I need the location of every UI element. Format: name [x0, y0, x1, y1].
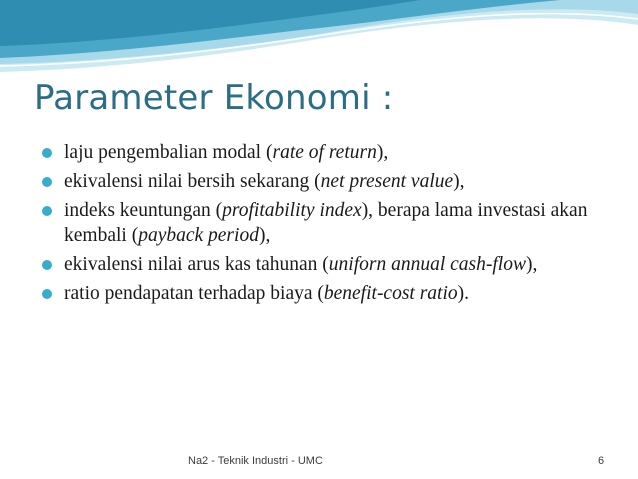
footer-text: Na2 - Teknik Industri - UMC	[188, 455, 323, 467]
bullet-term: profitability index	[222, 200, 362, 221]
bullet-text: ekivalensi nilai bersih sekarang (	[64, 171, 321, 192]
bullet-icon	[42, 260, 52, 270]
bullet-text: ),	[453, 171, 465, 192]
bullet-term: benefit-cost ratio	[323, 283, 458, 304]
page-number: 6	[598, 455, 605, 467]
bullet-text: ).	[457, 283, 470, 304]
bullet-text: ratio pendapatan terhadap biaya (	[64, 283, 324, 304]
bullet-item	[42, 140, 602, 165]
bullet-icon	[42, 177, 52, 187]
bullet-text: ), berapa lama investasi akan kembali (	[64, 200, 588, 246]
slide-title: Parameter Ekonomi :	[34, 78, 394, 118]
bullet-term: net present value	[320, 171, 454, 192]
bullet-term: uniforn annual cash-flow	[328, 254, 526, 275]
bullet-item	[42, 169, 602, 194]
bullet-icon	[42, 289, 52, 299]
bullet-text: ),	[258, 225, 271, 246]
bullet-item	[42, 252, 602, 277]
bullet-text: ),	[376, 142, 389, 163]
bullet-text: laju pengembalian modal (	[64, 142, 273, 163]
bullet-text: ),	[525, 254, 538, 275]
bullet-term: rate of return	[272, 142, 377, 163]
bullet-item	[42, 198, 602, 248]
bullet-term: payback period	[138, 225, 259, 246]
bullet-item	[42, 281, 602, 306]
bullet-text: ekivalensi nilai arus kas tahunan (	[64, 254, 329, 275]
bullet-text: indeks keuntungan (	[64, 200, 223, 221]
bullet-list	[42, 140, 602, 310]
bullet-icon	[42, 148, 52, 158]
bullet-icon	[42, 206, 52, 216]
